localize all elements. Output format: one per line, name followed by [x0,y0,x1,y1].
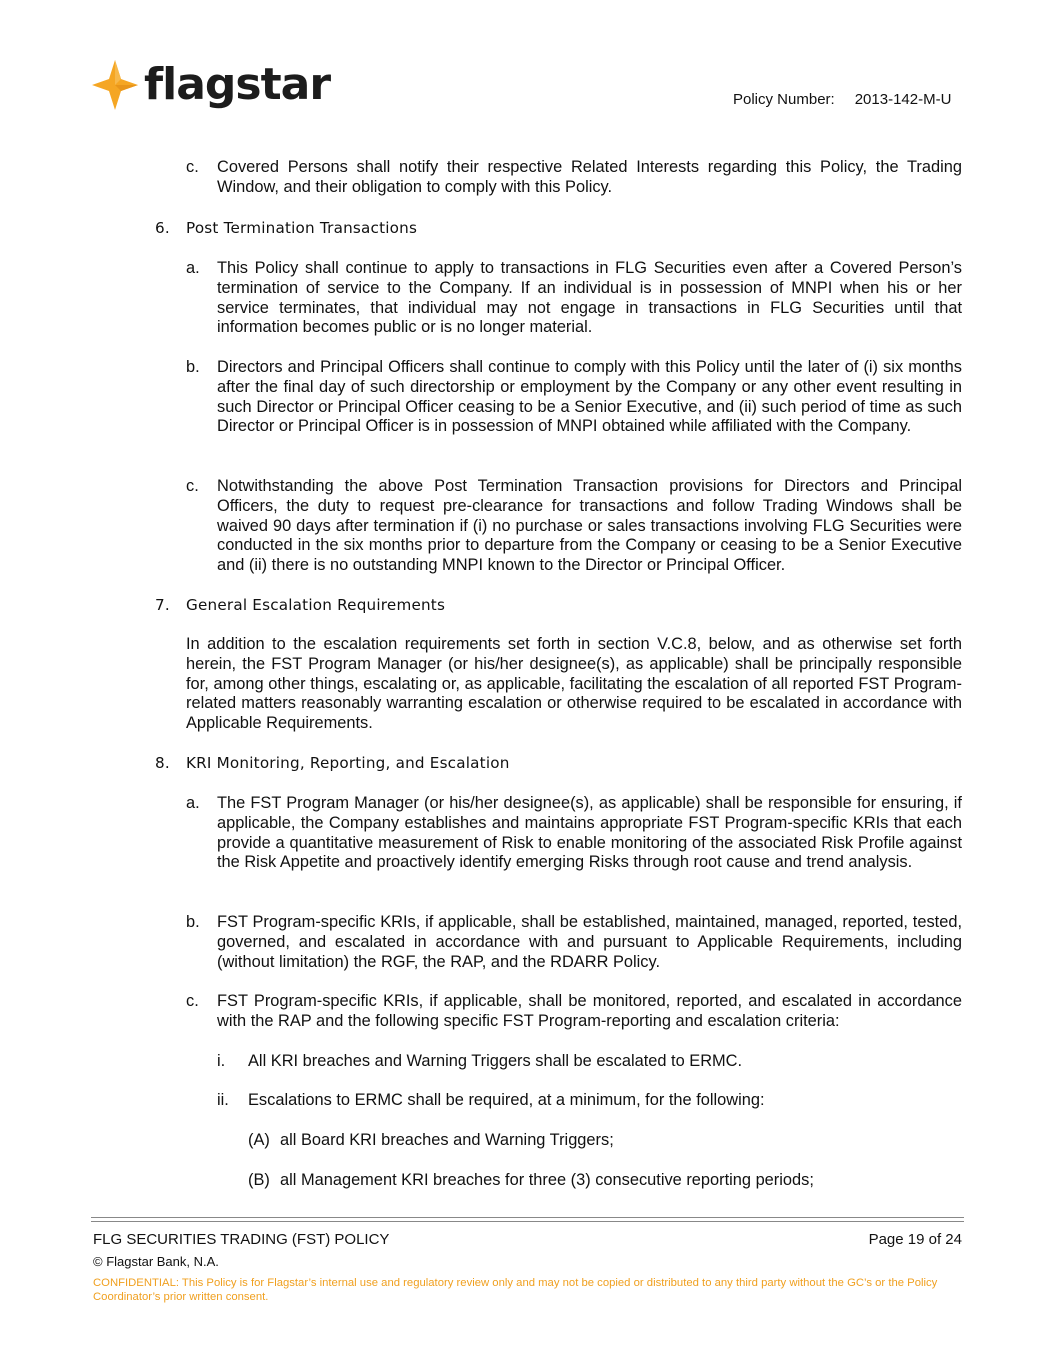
section-6-number: 6. [155,219,170,237]
item-8c-ii-a-text: all Board KRI breaches and Warning Triggers; [280,1131,614,1149]
star-logo-icon [92,60,138,110]
section-8-title: KRI Monitoring, Reporting, and Escalation [186,754,510,772]
list-marker: (B) [248,1171,270,1189]
section-7-number: 7. [155,596,170,614]
list-marker: a. [186,794,200,812]
list-marker: c. [186,158,199,176]
footer-title: FLG SECURITIES TRADING (FST) POLICY [93,1231,390,1248]
list-marker: a. [186,259,200,277]
item-5c-text: Covered Persons shall notify their respective Related Interests regarding this Policy, the Trading Window, and their obligation to comply with this Policy. [217,158,962,196]
confidential-notice: CONFIDENTIAL: This Policy is for Flagstar’s internal use and regulatory review only and may not be copied or distributed to any third party without the GC’s or the Policy Coordinator’s prior written consent. [93,1277,938,1303]
item-6a-text: This Policy shall continue to apply to transactions in FLG Securities even after a Covered Person’s termination of service to the Company. If an individual is in possession of MNPI when his or her service terminates, that individual may not engage in transactions in FLG Securities until that information becomes public or is no longer material. [217,259,962,337]
list-marker: b. [186,913,200,931]
footer-divider [91,1217,964,1218]
footer-copyright: © Flagstar Bank, N.A. [93,1254,219,1269]
policy-number [733,91,951,108]
item-8c-ii-b-text: all Management KRI breaches for three (3) consecutive reporting periods; [280,1171,814,1189]
footer-divider [91,1221,964,1222]
list-marker: ii. [217,1091,229,1109]
item-8c-text: FST Program-specific KRIs, if applicable, shall be monitored, reported, and escalated in accordance with the RAP and the following specific FST Program-reporting and escalation criteria: [217,992,962,1030]
item-8a-text: The FST Program Manager (or his/her designee(s), as applicable) shall be responsible for ensuring, if applicable, the Company establishes and maintains appropriate FST Program-specific KRIs that each provide a quantitative measurement of Risk to enable monitoring of the associated Risk Profile against the Risk Appetite and proactively identify emerging Risks through root cause and trend analysis. [217,794,962,872]
section-6-title: Post Termination Transactions [186,219,418,237]
policy-number-value: 2013-142-M-U [854,91,952,108]
logo-text: flagstar [144,59,331,110]
section-7-title: General Escalation Requirements [186,596,446,614]
page-number: Page 19 of 24 [868,1231,962,1248]
item-8c-ii-text: Escalations to ERMC shall be required, at a minimum, for the following: [248,1091,765,1109]
section-7-paragraph: In addition to the escalation requirements set forth in section V.C.8, below, and as otherwise set forth herein, the FST Program Manager (or his/her designee(s), as applicable) shall be principally responsible for, among other things, escalating or, as applicable, facilitating the escalation of all reported FST Program-related matters reasonably warranting escalation or otherwise required to be escalated in accordance with Applicable Requirements. [186,635,962,733]
list-marker: c. [186,477,199,495]
flagstar-logo [92,60,330,110]
list-marker: i. [217,1052,226,1070]
item-8b-text: FST Program-specific KRIs, if applicable, shall be established, maintained, managed, reported, tested, governed, and escalated in accordance with and pursuant to Applicable Requirements, including (without limitation) the RGF, the RAP, and the RDARR Policy. [217,913,962,971]
list-marker: b. [186,358,200,376]
policy-number-label: Policy Number: [733,91,835,108]
section-8-number: 8. [155,754,170,772]
item-8c-i-text: All KRI breaches and Warning Triggers shall be escalated to ERMC. [248,1052,743,1070]
list-marker: c. [186,992,199,1010]
list-marker: (A) [248,1131,270,1149]
item-6c-text: Notwithstanding the above Post Termination Transaction provisions for Directors and Principal Officers, the duty to request pre-clearance for transactions and follow Trading Windows shall be waived 90 days after termination if (i) no purchase or sales transactions involving FLG Securities were conducted in the six months prior to departure from the Company or ceasing to be a Senior Executive and (ii) there is no outstanding MNPI known to the Director or Principal Officer. [217,477,962,575]
item-6b-text: Directors and Principal Officers shall continue to comply with this Policy until the later of (i) six months after the final day of such directorship or employment by the Company or any other event resulting in such Director or Principal Officer ceasing to be a Senior Executive, and (ii) such period of time as such Director or Principal Officer is in possession of MNPI obtained while affiliated with the Company. [217,358,962,436]
